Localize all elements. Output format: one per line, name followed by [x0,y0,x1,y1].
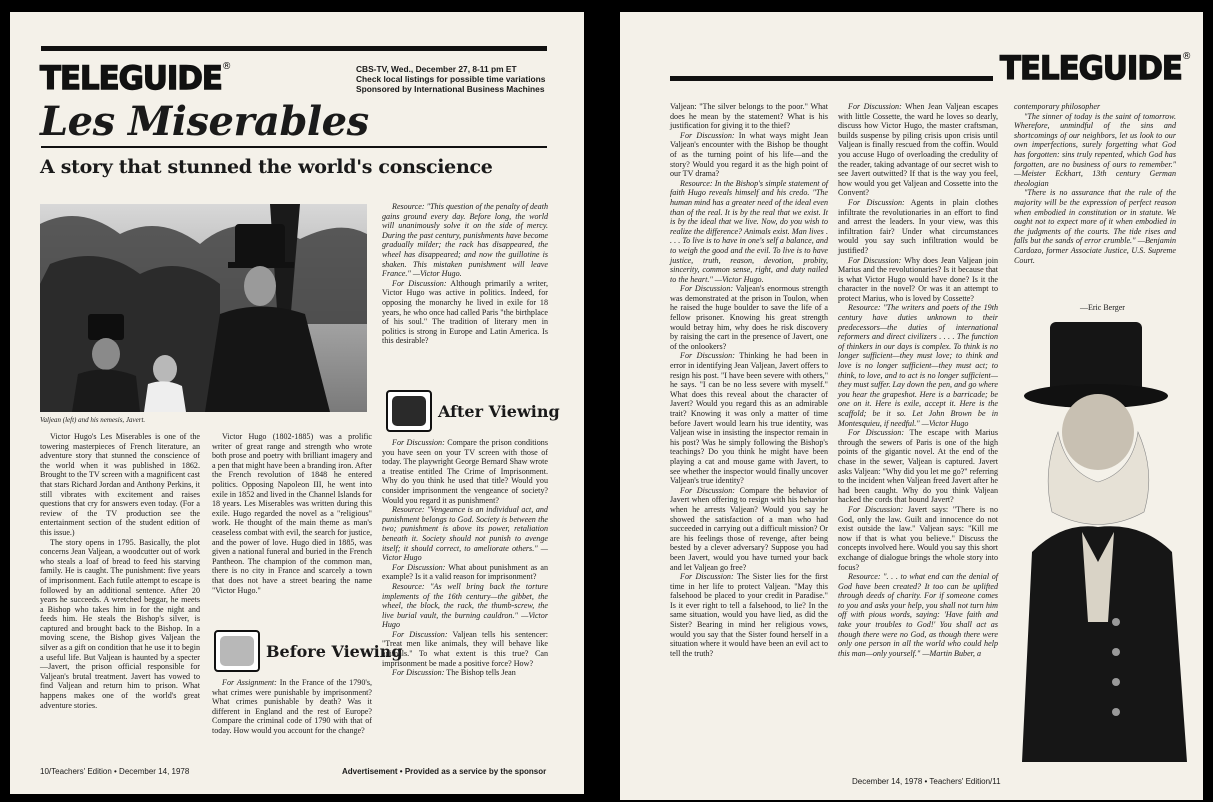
film-still-photo [40,204,367,412]
page-title: Les Miserables [40,98,369,145]
teleguide-logo: TELEGUIDE® [1000,49,1191,87]
author-signoff: —Eric Berger [1080,303,1125,312]
teleguide-logo: TELEGUIDE® [40,59,231,97]
intro-column: Victor Hugo's Les Miserables is one of the towering masterpieces of French literature, an adventure story that stunned the conscience of the world when it was published in 1862. Brought to the TV screen with a magnificent cast that stars Richard Jordan and Anthony Perkins, it still vibrates with excitement and raises questions that cry for answers even today. (For a review of the TV production see the entertainment section of the student edition of this issue.) The story opens in 1795. Basically, the plot concerns Jean Valjean, a woodcutter out of work who steals a loaf of bread to feed his starving family. He is caught. The punishment: five years of imprisonment. Each futile attempt to escape is followed by an additional sentence. After 20 years he succeeds. A wretched beggar, he meets a Bishop who takes him in for the night and feeds him. He steals the Bishop's silver, is captured and brought back to the Bishop. In a moving scene, the Bishop gives Valjean the silver as a gift on condition that he use it to begin a useful life. But Valjean is haunted by a specter—Javert, the prison official responsible for Valjean's brutal treatment. Javert has vowed to find Valjean and return him to prison. What happens makes one of the world's great adventure stories. [40,432,200,710]
tv-icon [214,630,260,672]
left-page [10,12,584,794]
photo-caption: Valjean (left) and his nemesis, Javert. [40,416,146,424]
before-viewing-header: Before Viewing [214,630,403,672]
after-viewing-text: For Discussion: Compare the prison conditions you have seen on your TV screen with those of today. The playwright George Bernard Shaw wrote a treatise entitled The Crime of Imprisonment. Why do you think he used that title? Would you consider imprisonment the vengeance of society? Would you regard it as punishment? Resource: "Vengeance is an individual act, and punishment belongs to God. Society is between the two; punishment is above its power, retaliation beneath it. Society should not punish to avenge itself; it should correct, to ameliorate others." —Victor Hugo For Discussion: What about punishment as an example? Is it a valid reason for imprisonment? Resource: "As well bring back the torture implements of the 16th century—the gibbet, the wheel, the block, the rack, the thumb-screw, the live burial vault, the burning cauldron." —Victor Hugo For Discussion: Valjean tells his sentencer: "Treat men like animals, they will behave like animals." To what extent is this true? Can imprisonment be made a positive force? How? For Discussion: The Bishop tells Jean [382,438,548,678]
hugo-bio-column: Victor Hugo (1802-1885) was a prolific writer of great range and strength who wrote both prose and poetry with brilliant imagery and a pen that might have been a branding iron. After the French revolution of 1848 he entered politics. Opposing Napoleon III, he went into exile in 1852 and lived in the Channel Islands for 18 years. Les Miserables was written during this exile. Hugo regarded the novel as a "religious" work. He thought of the main theme as man's ceaseless combat with evil, the search for justice, and the power of love. Hugo died in 1885, was given a national funeral and buried in the French Pantheon. The champion of the common man, there is no city in France and scarcely a town that does not have a street bearing the name "Victor Hugo." [212,432,372,595]
top-rule [41,46,547,51]
discussion-column-1: Valjean: "The silver belongs to the poor." What does he mean by the statement? What is his justification for giving it to the thief? For Discussion: In what ways might Jean Valjean's encounter with the Bishop be thought of as the turning point of his life—and the story? Would you regard it as the high point of our TV drama? Resource: In the Bishop's simple statement of faith Hugo reveals himself and his credo. "The human mind has a greater need of the ideal even than of the real. It is by the real that we exist. It is by the ideal that we live. Now, do you wish to realize the difference? Animals exist. Man lives . . . . To live is to have in one's self a balance, and to weigh the good and the evil. To live is to have justice, truth, reason, devotion, probity, sincerity, common sense, right, and duty nailed to the heart." —Victor Hugo. For Discussion: Valjean's enormous strength was demonstrated at the prison in Toulon, when he raised the huge boulder to save the life of a fellow prisoner. Knowing his great strength would betray him, why does he risk discovery by raising the cart in the presence of Javert, one of the onlookers? For Discussion: Thinking he had been in error in identifying Jean Valjean, Javert offers to resign his post. "I have been severe with others," he says. "I can be no less severe with myself." What does this reveal about the character of Javert? Would you regard this as an admirable trait? Knowing it was only a matter of time before Javert would learn his true identity, was Valjean wise in insisting the inspector remain in his post? Was he simply following the Bishop's teachings? Do you think he might have been playing a cat and mouse game with Javert, to see whether the inspector would finally uncover Valjean's true identity? For Discussion: Compare the behavior of Javert when offering to resign with his behavior when he arrests Valjean? Would you say he showed the satisfaction of a man who had succeeded in carrying out a difficult mission? Or are his feelings those of revenge, after being bested by a clever adversary? Suppose you had been Javert, would you have turned your back and let Valjean go free? For Discussion: The Sister lies for the first time in her life to protect Valjean. "May this falsehood be placed to your credit in Paradise." Is it ever right to tell a falsehood, to lie? In the same situation, would you have lied, as did the Sister? Bearing in mind her religious vows, would you say that the Sister found herself in a situation where it would have been an evil act to tell the truth? [670,102,828,658]
right-page [620,12,1203,800]
subtitle: A story that stunned the world's conscience [40,156,493,178]
sponsor-note: Advertisement • Provided as a service by the sponsor [342,767,547,776]
sidebar-column-top: Resource: "This question of the penalty of death gains ground every day. Before long, the world will unanimously solve it on the side of mercy. During the past century, punishments have become gradually milder; the rack has disappeared, the wheel has disappeared; and now the guillotine is shaken. This mistaken punishment will leave France." —Victor Hugo. For Discussion: Although primarily a writer, Victor Hugo was active in politics. Indeed, for opposing the monarchy he lived in exile for 18 years, he who once had called Paris "the birthplace of his soul." The tradition of literary men in politics is strong in Europe and Latin America. Is this desirable? [382,202,549,346]
tv-icon [386,390,432,432]
before-viewing-text: For Assignment: In the France of the 1790's, what crimes were punishable by imprisonment? What crimes punishable by death? Was it different in England and the rest of Europe? Compare the criminal code of 1790 with that of today. How would you account for the change? [212,678,372,735]
page-footer-left: 10/Teachers' Edition • December 14, 1978 [40,767,190,776]
after-viewing-header: After Viewing [386,390,560,432]
title-rule [41,146,547,148]
broadcast-info: CBS-TV, Wed., December 27, 8-11 pm ET Check local listings for possible time variations Sponsored by International Business Machines [356,64,546,94]
discussion-column-2: For Discussion: When Jean Valjean escapes with little Cossette, the ward he loves so dearly, discuss how Victor Hugo, the master craftsman, builds suspense by piling crisis upon crisis until Valjean is finally rescued from the coffin. Would you accuse Hugo of overloading the credulity of the reader, taking advantage of our secret wish to see Javert outwitted? If that is the way you feel, how would you get Valjean and Cossette into the Convent? For Discussion: Agents in plain clothes infiltrate the revolutionaries in an effort to find and arrest the leaders. In your view, was this infiltration fair? Under what circumstances would you say such infiltration would be justified? For Discussion: Why does Jean Valjean join Marius and the revolutionaries? Is it because that is what Victor Hugo would have done? Is it the character in the novel? Or was it an attempt to protect Marius, who is loved by Cossette? Resource: "The writers and poets of the 19th century have duties unknown to their predecessors—the duties of international reformers and direct civilizers . . . . The function of thinkers in our days is complex. To think is no longer sufficient—they must love; to think and love is no longer sufficient—they must act; to think, to love, and to act is no longer sufficient—they must suffer. Lay down the pen, and go where you hear the grapeshot. Here is a barricade; be one on it. Here is exile, accept it. Here is the scaffold; be it so. Let John Brown be in Montesquieu, if needful." —Victor Hugo For Discussion: The escape with Marius through the sewers of Paris is one of the high points of the gigantic novel. At the end of the chase in the sewer, Valjean is captured. Javert asks Valjean: "Why did you let me go?" referring to the incident when Valjean freed Javert after he had been caught. Why do you think Valjean hacked the cords that bound Javert? For Discussion: Javert says: "There is no God, only the law. Guilt and innocence do not exist outside the law." Valjean says: "Kill me now if that is what you believe." Discuss the concepts involved here. Would you say this short exchange of dialogue brings the whole story into focus? Resource: ". . . to what end can the denial of God have been created? It too can be uplifted through deeds of charity. For if someone comes to you and asks your help, you shall not turn him off with pious words, saying: 'Have faith and take your troubles to God!' You shall act as though there were no God, as though there were only one person in all the world who could help this man—only yourself." —Martin Buber, a [838,102,999,658]
top-rule [670,76,993,81]
page-footer-right: December 14, 1978 • Teachers' Edition/11 [852,777,1001,786]
portrait-illustration [1012,322,1192,762]
quotes-column: contemporary philosopher "The sinner of today is the saint of tomorrow. Wherefore, unmindful of the sins and shortcomings of our neighbors, let us look to our own imperfections, surely forgetting what God has forgotten: sins truly repented, which God has forgotten, are no business of ours to remember." —Meister Eckhart, 13th century German theologian "There is no assurance that the rule of the majority will be the expression of perfect reason when embodied in constitution or in statute. We ought not to expect more of it when embodied in the judgments of the courts. The tide rises and falls but the sands of error crumble." —Benjamin Cardozo, former Associate Justice, U.S. Supreme Court. [1014,102,1176,265]
